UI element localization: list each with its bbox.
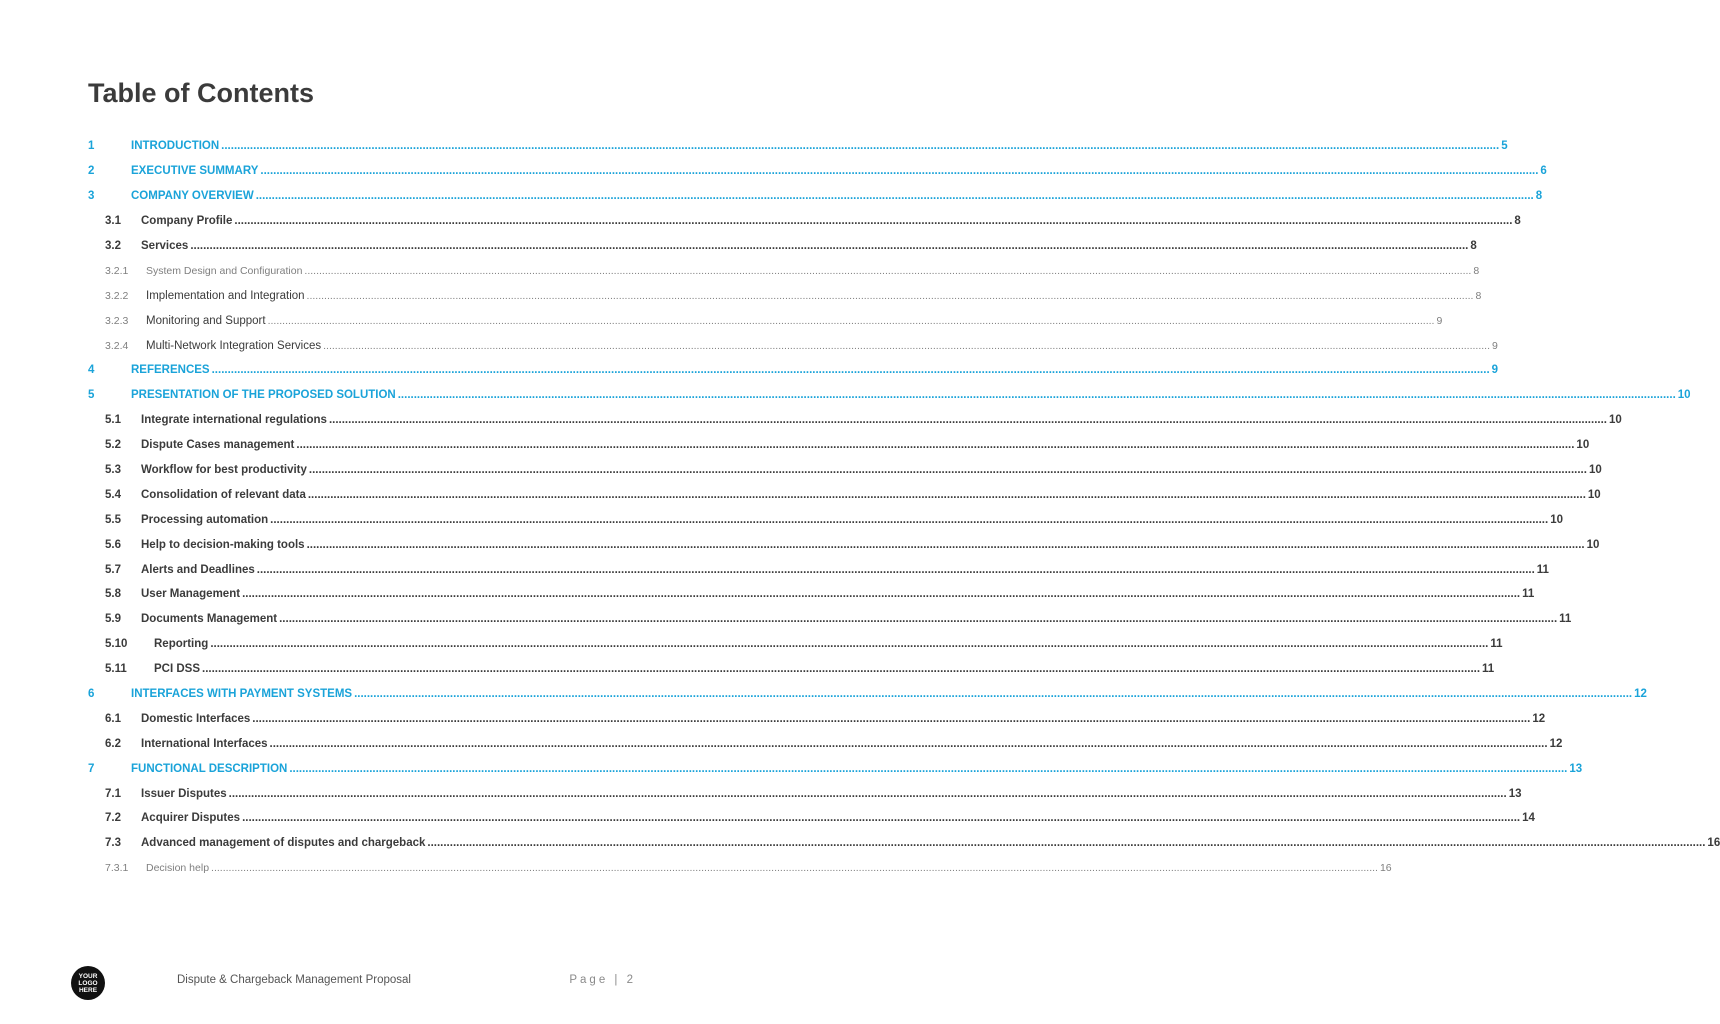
toc-entry-number: 2	[88, 165, 95, 178]
footer-page-number: Page | 2	[569, 974, 636, 986]
toc-entry-page: 10	[1677, 389, 1691, 402]
toc-entry-page: 10	[1588, 464, 1602, 477]
toc-entry[interactable]	[88, 582, 1535, 607]
dot-leader: ................................................................................................................................................................................................................................................................................................................................................................................................................	[296, 439, 1575, 452]
toc-entry-title: FUNCTIONAL DESCRIPTION	[131, 762, 288, 775]
toc-entry-number: 4	[88, 364, 95, 377]
toc-entry-number: 5.2	[105, 439, 121, 452]
toc-entry-page: 11	[1559, 613, 1572, 626]
dot-leader: ................................................................................................................................................................................................................................................................................................................................................................................................................	[289, 762, 1568, 775]
toc-entry[interactable]	[88, 308, 1443, 333]
toc-entry[interactable]	[88, 756, 1583, 781]
toc-entry-title: Company Profile	[141, 215, 233, 228]
toc-entry-title: Help to decision-making tools	[141, 538, 305, 551]
toc-entry-title: INTERFACES WITH PAYMENT SYSTEMS	[131, 688, 353, 701]
toc-entry-page: 16	[1707, 837, 1720, 850]
dot-leader: ................................................................................................................................................................................................................................................................................................................................................................................................................	[256, 563, 1535, 576]
toc-entry-title: Alerts and Deadlines	[141, 563, 255, 576]
toc-entry-title: Reporting	[154, 638, 209, 651]
dot-leader: ................................................................................................................................................................................................................................................................................................................................................................................................................	[267, 314, 1435, 327]
toc-entry[interactable]	[88, 383, 1691, 408]
toc-entry-title: Workflow for best productivity	[141, 464, 307, 477]
footer-document-title: Dispute & Chargeback Management Proposal	[177, 974, 411, 986]
dot-leader: ................................................................................................................................................................................................................................................................................................................................................................................................................	[190, 240, 1469, 252]
dot-leader: ................................................................................................................................................................................................................................................................................................................................................................................................................	[427, 837, 1706, 850]
toc-entry[interactable]	[88, 682, 1647, 707]
toc-entry-page: 9	[1492, 339, 1498, 352]
toc-entry-number: 1	[88, 140, 95, 153]
dot-leader: ................................................................................................................................................................................................................................................................................................................................................................................................................	[307, 488, 1586, 501]
toc-entry-title: User Management	[141, 588, 241, 601]
dot-leader: ................................................................................................................................................................................................................................................................................................................................................................................................................	[211, 862, 1378, 875]
toc-entry-title: INTRODUCTION	[131, 140, 220, 153]
toc-entry-page: 9	[1491, 364, 1499, 377]
toc-entry-number: 3	[88, 190, 95, 203]
toc-entry-title: EXECUTIVE SUMMARY	[131, 165, 259, 178]
toc-entry-page: 16	[1379, 862, 1392, 875]
toc-entry[interactable]	[88, 184, 1543, 209]
toc-entry-number: 3.2.2	[105, 289, 129, 302]
toc-entry[interactable]	[88, 283, 1482, 308]
toc-entry-title: Documents Management	[141, 613, 278, 626]
dot-leader: ................................................................................................................................................................................................................................................................................................................................................................................................................	[270, 513, 1549, 526]
toc-entry-number: 5.11	[105, 663, 127, 676]
toc-entry-page: 8	[1475, 289, 1482, 302]
toc-entry-title: COMPANY OVERVIEW	[131, 190, 254, 203]
toc-entry-number: 3.2.3	[105, 314, 129, 327]
toc-entry-number: 5.1	[105, 414, 121, 427]
toc-entry[interactable]	[88, 408, 1622, 433]
toc-entry[interactable]	[88, 731, 1563, 756]
toc-entry-title: Consolidation of relevant data	[141, 488, 306, 501]
toc-entry[interactable]	[88, 856, 1392, 881]
toc-entry-page: 13	[1508, 787, 1522, 800]
toc-entry[interactable]	[88, 507, 1563, 532]
toc-entry-title: International Interfaces	[141, 737, 268, 750]
dot-leader: ................................................................................................................................................................................................................................................................................................................................................................................................................	[269, 737, 1548, 750]
toc-entry-title: Services	[141, 240, 189, 252]
toc-entry[interactable]	[88, 632, 1503, 657]
toc-entry-number: 3.2	[105, 240, 121, 252]
toc-entry-page: 12	[1549, 737, 1563, 750]
toc-entry-page: 13	[1569, 762, 1583, 775]
toc-entry[interactable]	[88, 458, 1602, 483]
toc-entry[interactable]	[88, 657, 1495, 682]
toc-entry-title: Implementation and Integration	[146, 289, 305, 302]
toc-entry-number: 7.1	[105, 787, 121, 800]
toc-entry-page: 14	[1522, 812, 1535, 825]
toc-entry[interactable]	[88, 433, 1590, 458]
toc-entry-number: 7	[88, 762, 95, 775]
toc-entry-page: 11	[1482, 663, 1495, 676]
toc-entry-number: 7.3.1	[105, 862, 129, 875]
toc-entry-title: Dispute Cases management	[141, 439, 295, 452]
toc-entry-page: 12	[1532, 712, 1546, 725]
toc-entry-number: 5.6	[105, 538, 121, 551]
toc-entry-title: System Design and Configuration	[146, 264, 303, 277]
toc-entry-page: 10	[1576, 439, 1590, 452]
toc-entry-page: 5	[1501, 140, 1508, 153]
toc-entry-number: 5.8	[105, 588, 121, 601]
toc-entry-number: 3.2.4	[105, 339, 129, 352]
toc-entry-title: Issuer Disputes	[141, 787, 227, 800]
toc-entry-title: Advanced management of disputes and chargeback	[141, 837, 426, 850]
toc-entry-title: Integrate international regulations	[141, 414, 327, 427]
toc-entry[interactable]	[88, 333, 1498, 358]
dot-leader: ................................................................................................................................................................................................................................................................................................................................................................................................................	[234, 215, 1513, 228]
toc-entry-number: 6.1	[105, 712, 121, 725]
toc-entry[interactable]	[88, 706, 1546, 731]
toc-entry-number: 5.7	[105, 563, 121, 576]
logo: YOUR LOGO HERE	[71, 966, 105, 1000]
toc-entry-number: 3.1	[105, 215, 121, 228]
toc-entry-number: 7.3	[105, 837, 121, 850]
toc-entry[interactable]	[88, 209, 1521, 234]
toc-entry-number: 5.3	[105, 464, 121, 477]
toc-entry-page: 11	[1490, 638, 1503, 651]
toc-entry-number: 5.5	[105, 513, 121, 526]
toc-entry-page: 10	[1550, 513, 1563, 526]
dot-leader: ................................................................................................................................................................................................................................................................................................................................................................................................................	[242, 588, 1521, 601]
dot-leader: ................................................................................................................................................................................................................................................................................................................................................................................................................	[210, 638, 1489, 651]
toc-entry-number: 6.2	[105, 737, 121, 750]
toc-entry-number: 5	[88, 389, 95, 402]
toc-entry-title: REFERENCES	[131, 364, 210, 377]
toc-entry[interactable]	[88, 134, 1508, 159]
toc-entry-title: Acquirer Disputes	[141, 812, 241, 825]
toc-entry-number: 7.2	[105, 812, 121, 825]
toc-entry-number: 3.2.1	[105, 264, 129, 277]
dot-leader: ................................................................................................................................................................................................................................................................................................................................................................................................................	[221, 140, 1500, 153]
toc-entry-title: PCI DSS	[154, 663, 201, 676]
toc-entry-page: 11	[1522, 588, 1535, 601]
toc-entry-page: 8	[1535, 190, 1543, 203]
dot-leader: ................................................................................................................................................................................................................................................................................................................................................................................................................	[255, 190, 1534, 203]
dot-leader: ................................................................................................................................................................................................................................................................................................................................................................................................................	[306, 538, 1585, 551]
toc-entry[interactable]	[88, 358, 1499, 383]
toc-entry[interactable]	[88, 532, 1600, 557]
toc-entry-number: 5.9	[105, 613, 121, 626]
toc-entry-title: Processing automation	[141, 513, 269, 526]
dot-leader: ................................................................................................................................................................................................................................................................................................................................................................................................................	[306, 289, 1474, 302]
dot-leader: ................................................................................................................................................................................................................................................................................................................................................................................................................	[304, 264, 1472, 277]
toc-entry[interactable]	[88, 234, 1477, 259]
toc-entry-page: 12	[1634, 688, 1647, 701]
toc-entry-title: Domestic Interfaces	[141, 712, 251, 725]
toc-entry-page: 10	[1608, 414, 1622, 427]
toc-entry-title: PRESENTATION OF THE PROPOSED SOLUTION	[131, 389, 396, 402]
dot-leader: ................................................................................................................................................................................................................................................................................................................................................................................................................	[260, 165, 1539, 178]
toc-entry-title: Multi-Network Integration Services	[146, 339, 322, 352]
toc-entry[interactable]	[88, 831, 1720, 856]
toc-entry[interactable]	[88, 781, 1522, 806]
toc-entry-page: 6	[1540, 165, 1547, 178]
dot-leader: ................................................................................................................................................................................................................................................................................................................................................................................................................	[323, 339, 1491, 352]
toc-entry[interactable]	[88, 159, 1547, 184]
toc-entry-number: 6	[88, 688, 95, 701]
toc-entry-page: 11	[1536, 563, 1549, 576]
dot-leader: ................................................................................................................................................................................................................................................................................................................................................................................................................	[308, 464, 1587, 477]
dot-leader: ................................................................................................................................................................................................................................................................................................................................................................................................................	[211, 364, 1490, 377]
table-of-contents	[88, 134, 1720, 881]
toc-entry-title: Decision help	[146, 862, 210, 875]
toc-entry-number: 5.10	[105, 638, 128, 651]
toc-entry-page: 8	[1473, 264, 1480, 277]
dot-leader: ................................................................................................................................................................................................................................................................................................................................................................................................................	[202, 663, 1481, 676]
toc-entry[interactable]	[88, 557, 1549, 582]
toc-entry-title: Monitoring and Support	[146, 314, 266, 327]
toc-entry-page: 9	[1436, 314, 1443, 327]
toc-entry[interactable]	[88, 607, 1572, 632]
page-title: Table of Contents	[88, 78, 314, 108]
dot-leader: ................................................................................................................................................................................................................................................................................................................................................................................................................	[279, 613, 1558, 626]
toc-entry[interactable]	[88, 258, 1480, 283]
dot-leader: ................................................................................................................................................................................................................................................................................................................................................................................................................	[328, 414, 1607, 427]
dot-leader: ................................................................................................................................................................................................................................................................................................................................................................................................................	[252, 712, 1531, 725]
toc-entry[interactable]	[88, 482, 1601, 507]
dot-leader: ................................................................................................................................................................................................................................................................................................................................................................................................................	[228, 787, 1507, 800]
dot-leader: ................................................................................................................................................................................................................................................................................................................................................................................................................	[242, 812, 1521, 825]
toc-entry-page: 8	[1514, 215, 1521, 228]
toc-entry-number: 5.4	[105, 488, 121, 501]
toc-entry[interactable]	[88, 806, 1535, 831]
toc-entry-page: 10	[1587, 488, 1601, 501]
dot-leader: ................................................................................................................................................................................................................................................................................................................................................................................................................	[397, 389, 1676, 402]
dot-leader: ................................................................................................................................................................................................................................................................................................................................................................................................................	[354, 688, 1633, 701]
toc-entry-page: 10	[1586, 538, 1600, 551]
toc-entry-page: 8	[1470, 240, 1477, 252]
